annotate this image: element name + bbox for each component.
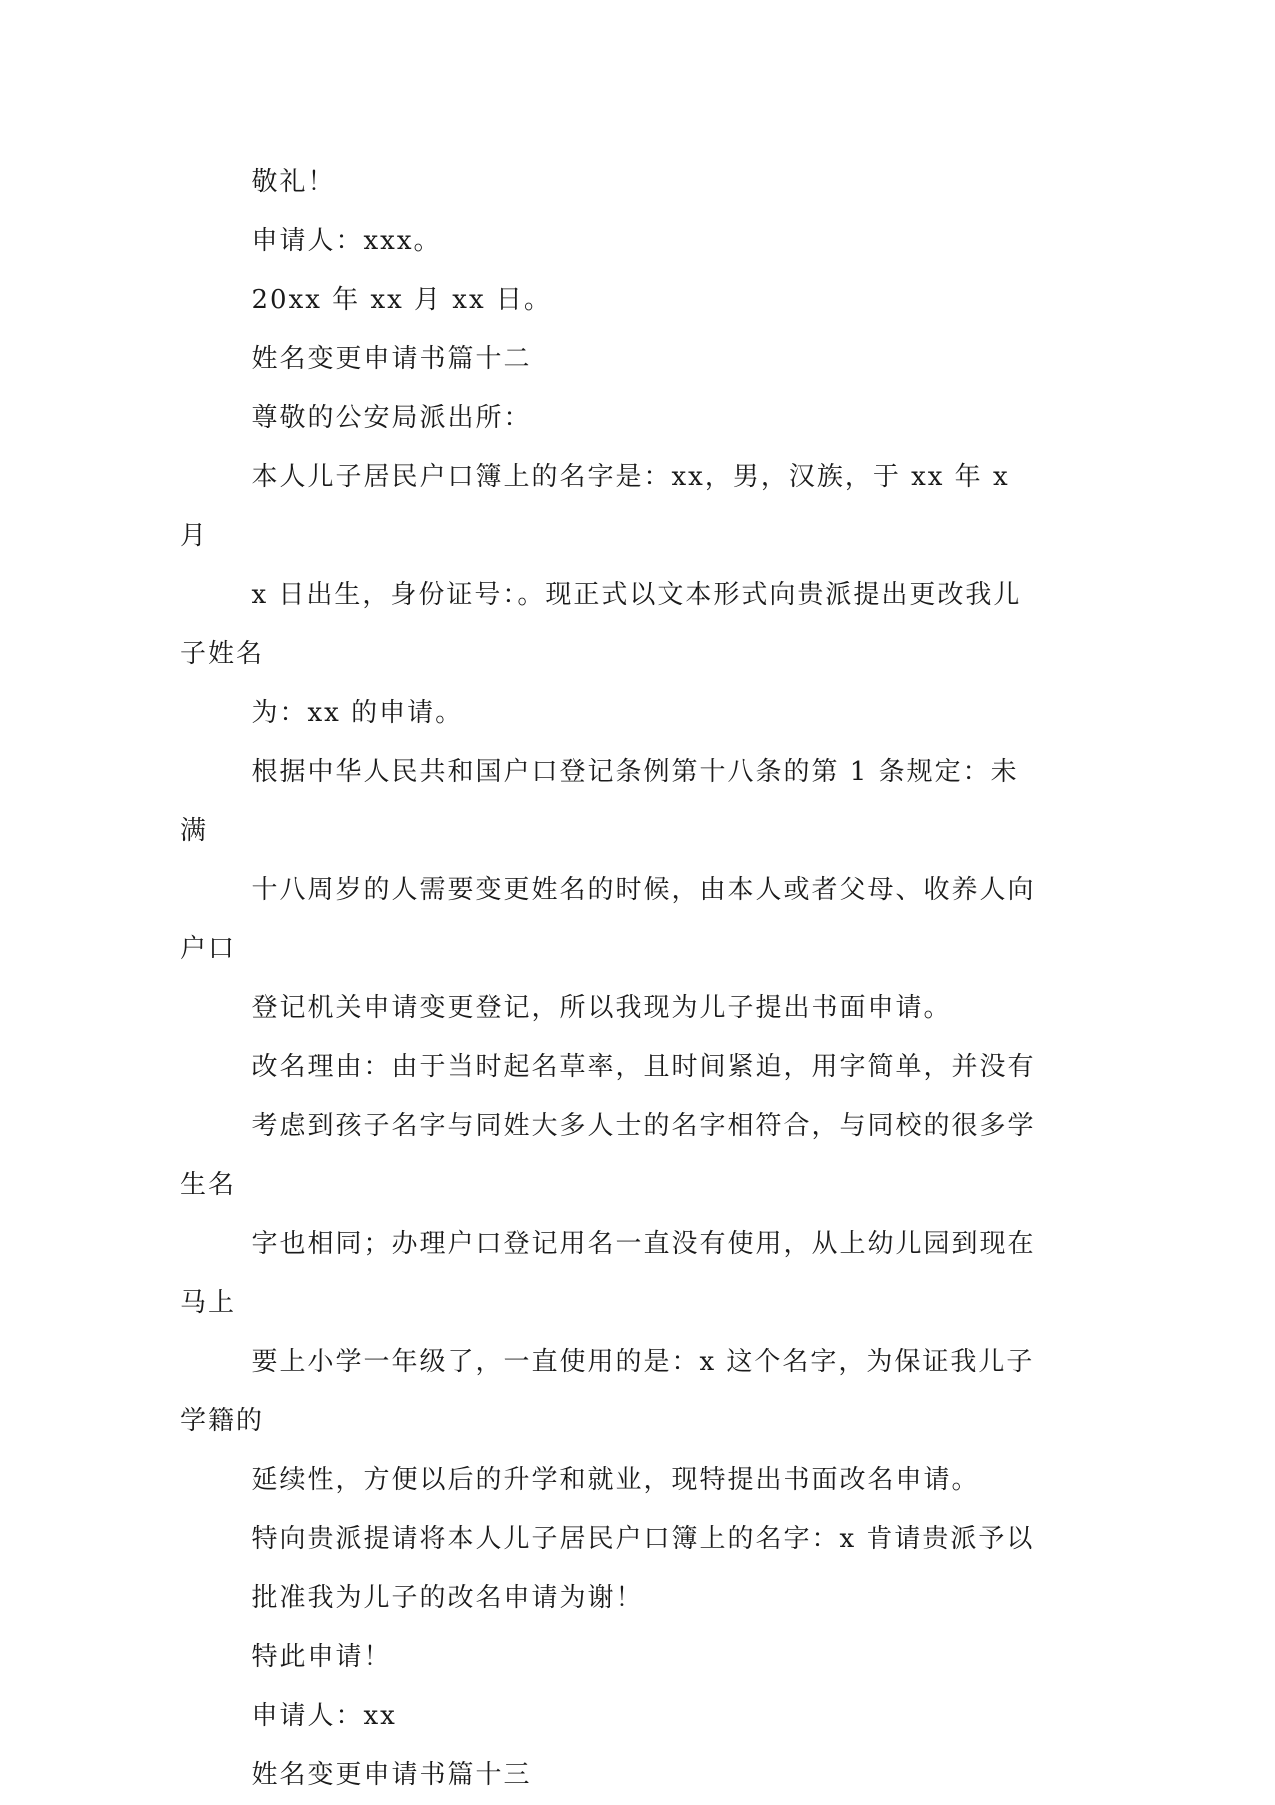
text-line: 十八周岁的人需要变更姓名的时候，由本人或者父母、收养人向户口 bbox=[180, 875, 1036, 964]
text-line: 登记机关申请变更登记，所以我现为儿子提出书面申请。 bbox=[251, 993, 952, 1023]
paragraph bbox=[180, 1510, 1040, 1628]
paragraph bbox=[180, 330, 1040, 389]
paragraph bbox=[180, 1038, 1040, 1510]
text-line: 要上小学一年级了，一直使用的是：x 这个名字，为保证我儿子学籍的 bbox=[180, 1347, 1035, 1436]
paragraph bbox=[180, 448, 1040, 743]
text-line: 为：xx 的申请。 bbox=[251, 698, 464, 728]
text-line: 特此申请！ bbox=[251, 1642, 392, 1672]
text-line: 改名理由：由于当时起名草率，且时间紧迫，用字简单，并没有 bbox=[251, 1052, 1036, 1082]
text-line: 考虑到孩子名字与同姓大多人士的名字相符合，与同校的很多学生名 bbox=[180, 1111, 1036, 1200]
paragraph bbox=[180, 153, 1040, 212]
text-line: 姓名变更申请书篇十二 bbox=[251, 344, 532, 374]
text-line: 延续性，方便以后的升学和就业，现特提出书面改名申请。 bbox=[251, 1465, 980, 1495]
text-line: 姓名变更申请书篇十三 bbox=[251, 1760, 532, 1790]
text-line: 尊敬的公安局派出所： bbox=[251, 403, 532, 433]
paragraph bbox=[180, 743, 1040, 1038]
paragraph bbox=[180, 1746, 1040, 1805]
document-body bbox=[180, 153, 1040, 1805]
text-line: 申请人：xx bbox=[251, 1701, 397, 1731]
text-line: 本人儿子居民户口簿上的名字是：xx，男，汉族，于 xx 年 x 月 bbox=[180, 462, 1010, 551]
text-line: 敬礼！ bbox=[251, 167, 336, 197]
paragraph bbox=[180, 389, 1040, 448]
text-line: x 日出生，身份证号：。现正式以文本形式向贵派提出更改我儿子姓名 bbox=[180, 580, 1022, 669]
text-line: 字也相同；办理户口登记用名一直没有使用，从上幼儿园到现在马上 bbox=[180, 1229, 1036, 1318]
paragraph bbox=[180, 271, 1040, 330]
text-line: 特向贵派提请将本人儿子居民户口簿上的名字：x 肯请贵派予以 bbox=[251, 1524, 1035, 1554]
paragraph bbox=[180, 212, 1040, 271]
text-line: 批准我为儿子的改名申请为谢！ bbox=[251, 1583, 644, 1613]
paragraph bbox=[180, 1628, 1040, 1687]
text-line: 根据中华人民共和国户口登记条例第十八条的第 1 条规定：未满 bbox=[180, 757, 1019, 846]
text-line: 申请人：xxx。 bbox=[251, 226, 442, 256]
paragraph bbox=[180, 1687, 1040, 1746]
text-line: 20xx 年 xx 月 xx 日。 bbox=[251, 285, 552, 315]
